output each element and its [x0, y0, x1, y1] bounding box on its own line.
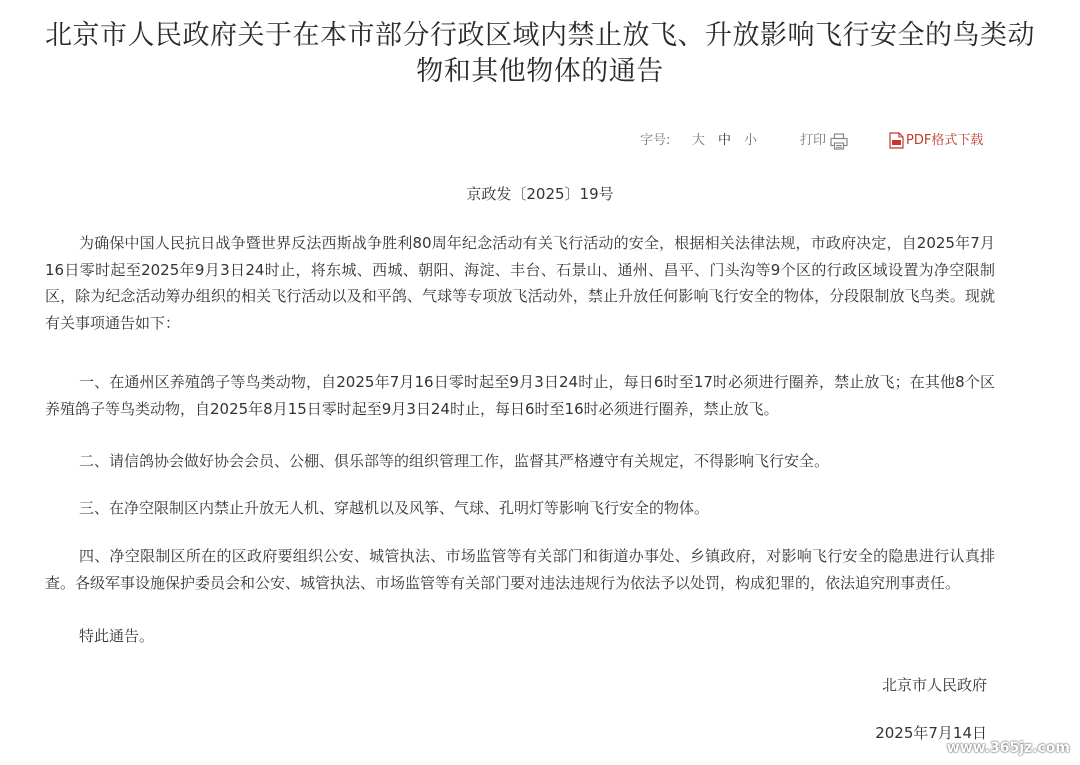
watermark: www.365jz.com [946, 740, 1070, 756]
font-size-large-button[interactable]: 大 [692, 133, 706, 148]
pdf-download-link[interactable]: PDF格式下载 [906, 133, 984, 148]
paragraph-intro: 为确保中国人民抗日战争暨世界反法西斯战争胜利80周年纪念活动有关飞行活动的安全，根据相关法律法规，市政府决定，自2025年7月16日零时起至2025年9月3日24时止，将东城、西城、朝阳、海淀、丰台、石景山、通州、昌平、门头沟等9个区的行政区域设置为净空限制区，除为纪念活动筹办组织的相关飞行活动以及和平鸽、气球等专项放飞活动外，禁止升放任何影响飞行安全的物体，分段限制放飞鸟类。现就有关事项通告如下： [45, 234, 995, 332]
paragraph-item-1: 一、在通州区养殖鸽子等鸟类动物，自2025年7月16日零时起至9月3日24时止，每日6时至17时必须进行圈养，禁止放飞；在其他8个区养殖鸽子等鸟类动物，自2025年8月15日零时起至9月3日24时止，每日6时至16时必须进行圈养，禁止放飞。 [45, 373, 995, 418]
document-number: 京政发〔2025〕19号 [466, 185, 614, 203]
print-button[interactable]: 打印 [800, 133, 827, 148]
page-title: 北京市人民政府关于在本市部分行政区域内禁止放飞、升放影响飞行安全的鸟类动物和其他物体的通告 [45, 20, 1035, 87]
pdf-icon[interactable] [889, 132, 904, 149]
font-size-label: 字号: [640, 133, 671, 148]
toolbar [0, 130, 1080, 152]
paragraph-item-4: 四、净空限制区所在的区政府要组织公安、城管执法、市场监管等有关部门和街道办事处、乡镇政府，对影响飞行安全的隐患进行认真排查。各级军事设施保护委员会和公安、城管执法、市场监管等有关部门要对违法违规行为依法予以处罚，构成犯罪的，依法追究刑事责任。 [45, 547, 995, 592]
paragraph-item-3: 三、在净空限制区内禁止升放无人机、穿越机以及风筝、气球、孔明灯等影响飞行安全的物体。 [79, 499, 710, 517]
font-size-medium-button[interactable]: 中 [718, 133, 732, 148]
paragraph-closing: 特此通告。 [79, 627, 155, 645]
issuing-authority: 北京市人民政府 [881, 676, 987, 694]
issue-date: 2025年7月14日 [875, 724, 987, 742]
printer-icon[interactable] [830, 133, 848, 150]
paragraph-item-2: 二、请信鸽协会做好协会会员、公棚、俱乐部等的组织管理工作，监督其严格遵守有关规定，不得影响飞行安全。 [79, 452, 830, 470]
font-size-small-button[interactable]: 小 [744, 133, 758, 148]
